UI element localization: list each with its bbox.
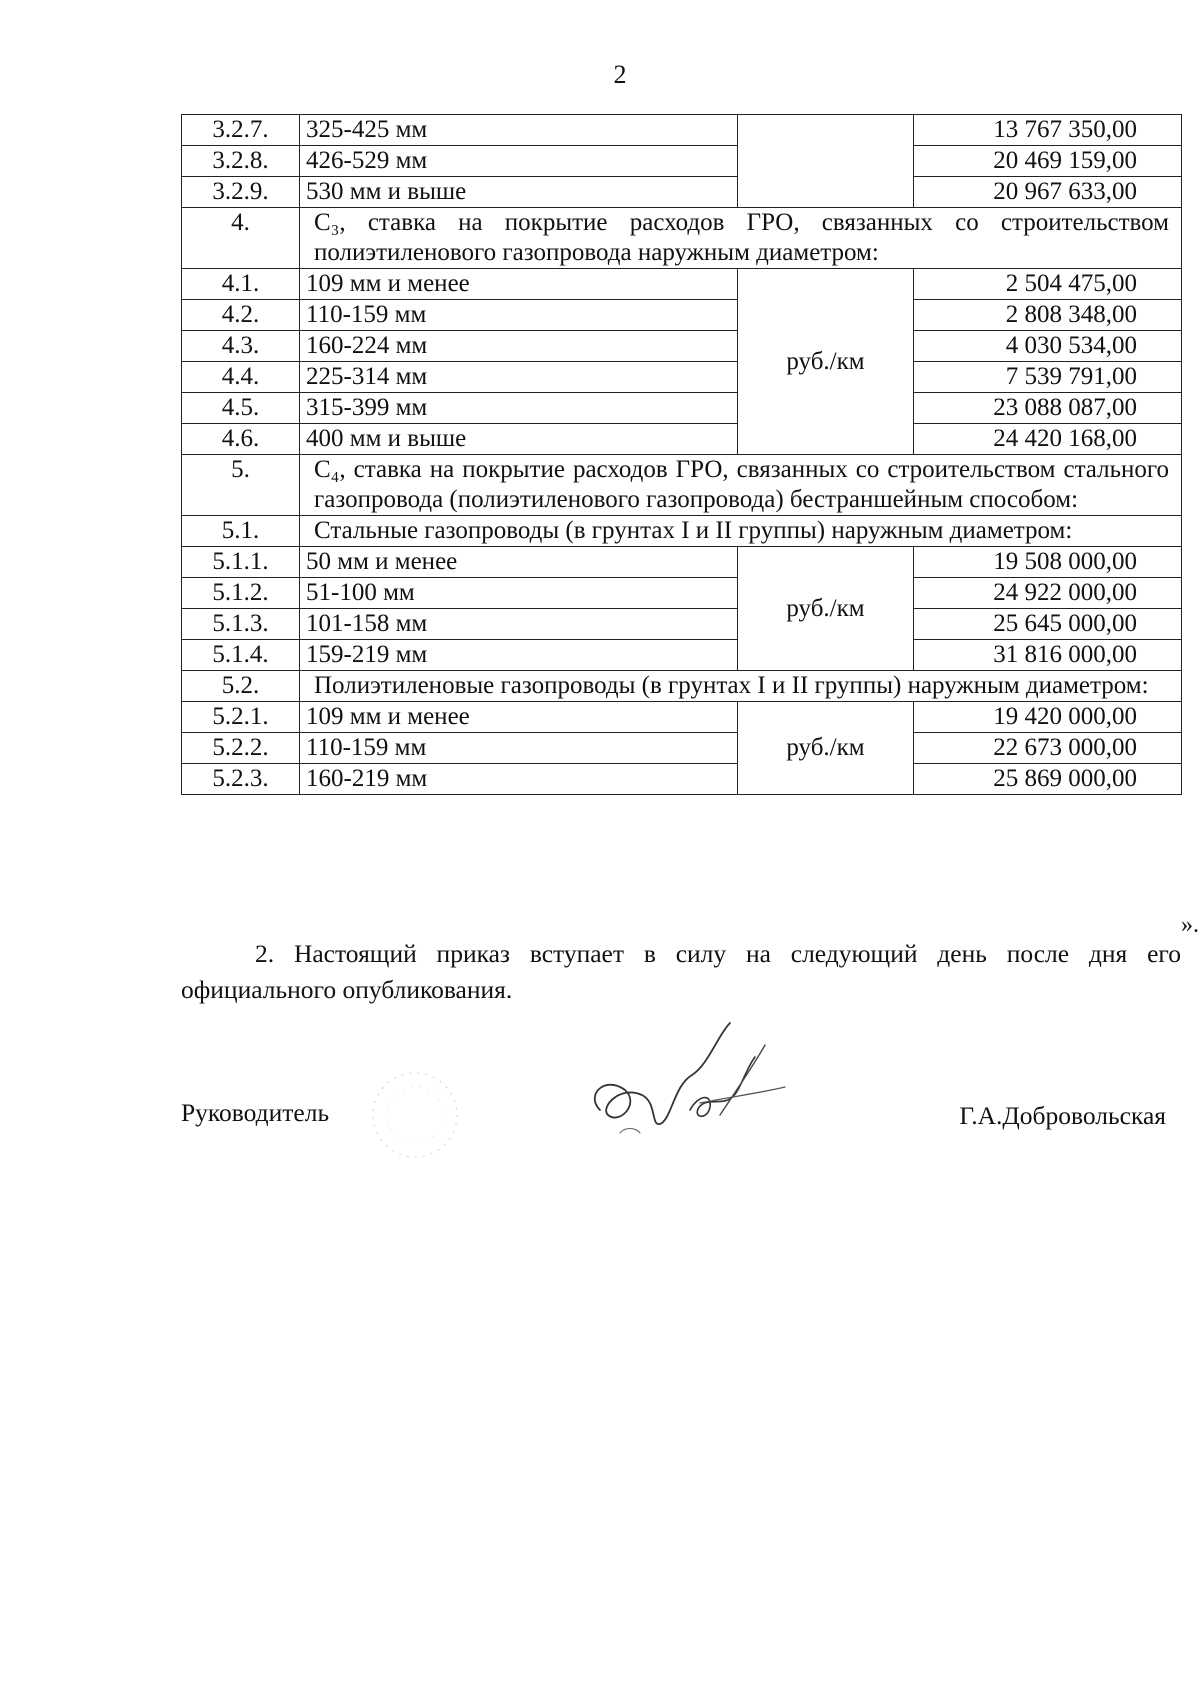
table-row	[182, 640, 1182, 671]
diameter-range: 315-399 мм	[300, 393, 738, 424]
row-number: 4.5.	[182, 393, 300, 424]
section-heading-row	[182, 516, 1182, 547]
diameter-range: 400 мм и выше	[300, 424, 738, 455]
faint-stamp-trace	[360, 1060, 480, 1180]
diameter-range: 109 мм и менее	[300, 269, 738, 300]
row-number: 5.1.1.	[182, 547, 300, 578]
rate-value: 20 967 633,00	[914, 177, 1182, 208]
diameter-range: 325-425 мм	[300, 115, 738, 146]
rate-value: 24 922 000,00	[914, 578, 1182, 609]
section-number: 4.	[182, 208, 300, 269]
diameter-range: 530 мм и выше	[300, 177, 738, 208]
table-row	[182, 424, 1182, 455]
diameter-range: 51-100 мм	[300, 578, 738, 609]
page-number: 2	[613, 60, 627, 89]
diameter-range: 159-219 мм	[300, 640, 738, 671]
rate-value: 2 504 475,00	[914, 269, 1182, 300]
row-number: 5.1.4.	[182, 640, 300, 671]
table-row	[182, 702, 1182, 733]
table-row	[182, 547, 1182, 578]
closing-quote: ».	[1181, 912, 1199, 938]
row-number: 5.2.3.	[182, 764, 300, 795]
rate-value: 22 673 000,00	[914, 733, 1182, 764]
diameter-range: 160-219 мм	[300, 764, 738, 795]
row-number: 4.1.	[182, 269, 300, 300]
section-heading: C₃, ставка на покрытие расходов ГРО, связанных со строительством полиэтиленового газопровода наружным диаметром:	[300, 208, 1182, 269]
row-number: 5.1.3.	[182, 609, 300, 640]
row-number: 4.6.	[182, 424, 300, 455]
rate-value: 23 088 087,00	[914, 393, 1182, 424]
table-row	[182, 578, 1182, 609]
unit-cell-empty	[738, 115, 914, 208]
diameter-range: 109 мм и менее	[300, 702, 738, 733]
handwritten-signature	[580, 1015, 800, 1165]
row-number: 4.4.	[182, 362, 300, 393]
row-number: 3.2.7.	[182, 115, 300, 146]
section-heading: Стальные газопроводы (в грунтах I и II группы) наружным диаметром:	[300, 516, 1182, 547]
rate-value: 19 508 000,00	[914, 547, 1182, 578]
section-heading-row	[182, 208, 1182, 269]
table-row	[182, 362, 1182, 393]
row-number: 4.2.	[182, 300, 300, 331]
signer-name: Г.А.Добровольская	[959, 1101, 1166, 1130]
table-row	[182, 764, 1182, 795]
section-heading: Полиэтиленовые газопроводы (в грунтах I и II группы) наружным диаметром:	[300, 671, 1182, 702]
rate-value: 25 645 000,00	[914, 609, 1182, 640]
table-row	[182, 146, 1182, 177]
section-number: 5.1.	[182, 516, 300, 547]
diameter-range: 110-159 мм	[300, 733, 738, 764]
row-number: 5.1.2.	[182, 578, 300, 609]
table-row	[182, 609, 1182, 640]
section-number: 5.2.	[182, 671, 300, 702]
row-number: 5.2.1.	[182, 702, 300, 733]
tariff-rates-table	[181, 114, 1182, 795]
rate-value: 31 816 000,00	[914, 640, 1182, 671]
row-number: 5.2.2.	[182, 733, 300, 764]
signer-title: Руководитель	[181, 1098, 330, 1127]
diameter-range: 110-159 мм	[300, 300, 738, 331]
section-heading-row	[182, 671, 1182, 702]
diameter-range: 160-224 мм	[300, 331, 738, 362]
paragraph-effective-date: 2. Настоящий приказ вступает в силу на следующий день после дня его официального опубликования.	[181, 939, 1181, 1004]
table-row	[182, 269, 1182, 300]
rate-value: 24 420 168,00	[914, 424, 1182, 455]
row-number: 4.3.	[182, 331, 300, 362]
table-row	[182, 177, 1182, 208]
table-row	[182, 393, 1182, 424]
row-number: 3.2.9.	[182, 177, 300, 208]
table-row	[182, 733, 1182, 764]
unit-cell: руб./км	[738, 702, 914, 795]
rate-value: 19 420 000,00	[914, 702, 1182, 733]
rate-value: 20 469 159,00	[914, 146, 1182, 177]
diameter-range: 426-529 мм	[300, 146, 738, 177]
diameter-range: 225-314 мм	[300, 362, 738, 393]
diameter-range: 50 мм и менее	[300, 547, 738, 578]
table-row	[182, 115, 1182, 146]
rate-value: 7 539 791,00	[914, 362, 1182, 393]
table-row	[182, 300, 1182, 331]
section-heading: C₄, ставка на покрытие расходов ГРО, связанных со строительством стального газопровода (полиэтиленового газопровода) бестраншейным способом:	[300, 455, 1182, 516]
unit-cell: руб./км	[738, 269, 914, 455]
section-heading-row	[182, 455, 1182, 516]
rate-value: 4 030 534,00	[914, 331, 1182, 362]
rate-value: 25 869 000,00	[914, 764, 1182, 795]
table-row	[182, 331, 1182, 362]
row-number: 3.2.8.	[182, 146, 300, 177]
diameter-range: 101-158 мм	[300, 609, 738, 640]
rate-value: 2 808 348,00	[914, 300, 1182, 331]
unit-cell: руб./км	[738, 547, 914, 671]
section-number: 5.	[182, 455, 300, 516]
rate-value: 13 767 350,00	[914, 115, 1182, 146]
